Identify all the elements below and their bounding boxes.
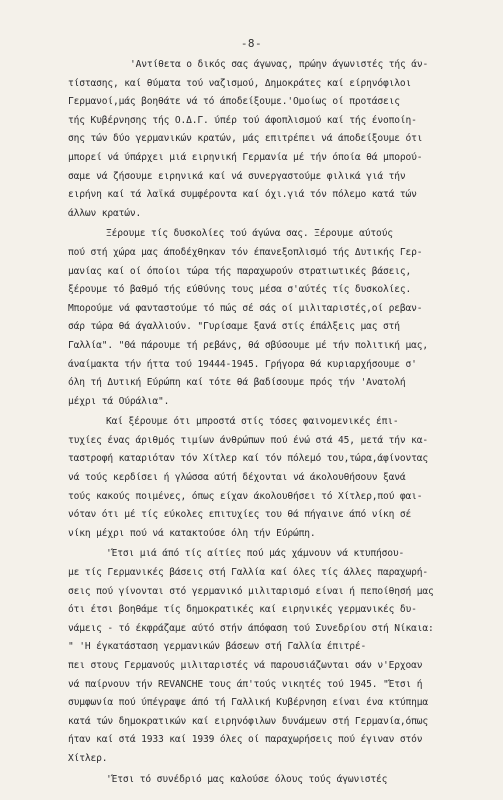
text-line: συμφωνία πού ύπέγραψε άπό τή Γαλλική Κυβέρνηση είναι ένα κτύπημα [68,697,429,709]
text-line: Γαλλία". "Θά πάρουμε τή ρεβάνς, θά σβύσουμε μέ τήν πολιτική μας, [68,339,429,351]
text-line: σεις πού γίνονται στό γερμανικό μιλιταρισμό είναι ή πεποίθησή μας [68,585,434,597]
text-line: τίστασης, καί θύματα τού ναζισμού, Δημοκράτες καί είρηνόφιλοι [68,77,412,89]
text-line: σαμε νά ζήσουμε ειρηνικά καί νά συνεργαστούμε φιλικά γιά τήν [68,170,406,182]
text-line: μανίας καί οί όποίοι τώρα τής παραχωρούν στρατιωτικές βάσεις, [68,265,412,277]
text-line: νόταν ότι μέ τίς εύκολες επιτυχίες του θά πήγαινε άπό νίκη σέ [68,509,412,521]
text-line: 'Έτσι τό συνέδριό μας καλούσε όλους τούς άγωνιστές [106,773,388,785]
text-line: όλη τή Δυτική Εύρώπη καί τότε θά βαδίσουμε πρός τήν 'Ανατολή [68,377,406,389]
text-line: νάμεις - τό έκφράζαμε αύτό στήν άπόφαση τού Συνεδρίου στή Νίκαια: [68,622,434,634]
text-line: κατά τών δημοκρατικών καί ειρηνόφιλων δυνάμεων στή Γερμανία,όπως [68,715,429,727]
text-line: νά τούς κερδίσει ή γλώσσα αύτή δέχονται νά άκολουθήσουν ξανά [68,472,406,484]
paragraph-gap [0,789,503,791]
text-line: πού στή χώρα μας άποδέχθηκαν τόν έπανεξοπλισμό τής Δυτικής Γερ- [68,246,423,258]
text-line: ειρήνη καί τά λαϊκά συμφέροντα καί όχι.γιά τόν πόλεμο κατά τών [68,189,417,201]
text-line: Μπορούμε νά φανταστούμε τό πώς σέ σάς οί μιλιταριστές,οί ρεβαν- [68,302,423,314]
text-line: 'Αντίθετα ο δικός σας άγωνας, πρώην άγωνιστές τής άν- [130,59,429,70]
text-line: με τίς Γερμανικές βάσεις στή Γαλλία καί όλες τίς άλλες παραχωρή- [68,567,429,579]
text-line: Ξέρουμε τίς δυσκολίες τού άγώνα σας. Ξέρουμε αύτούς [106,228,393,240]
text-line: ταστροφή καταριόταν τόν Χίτλερ καί τόν πόλεμό του,τώρα,άφίνοντας [68,453,429,465]
paragraph [0,413,503,543]
paragraph [0,225,503,411]
document-body [0,56,503,791]
text-line: τυχίες ένας άριθμός τιμίων άνθρώπων πού ένώ στά 45, μετά τήν κα- [68,434,429,446]
paragraph [0,771,503,790]
page-number: -8- [240,37,263,50]
text-line: Γερμανοί,μάς βοηθάτε νά τό άποδείξουμε.'Ομοίως οί προτάσεις [68,96,400,108]
text-line: 'Έτσι μιά άπό τίς αίτίες πού μάς χάμνουν νά κτυπήσου- [106,548,405,560]
text-line: άναίμακτα τήν ήττα τού 19444-1945. Γρήγορα θά κυριαρχήσουμε σ' [68,358,417,370]
text-line: Χίτλερ. [68,752,108,764]
text-line: μπορεί νά ύπάρχει μιά ειρηνική Γερμανία μέ τήν όποία θά μπορού- [68,151,423,163]
text-line: νίκη μέχρι πού νά κατακτούσε όλη τήν Εύρώπη. [68,527,316,539]
text-line: μέχρι τά Ούράλια". [68,395,170,407]
text-line: τούς κακούς ποιμένες, όπως είχαν άκολουθήσει τό Χίτλερ,πού φαι- [68,490,423,502]
text-line: ήταν καί στά 1933 καί 1939 όλες οί παραχωρήσεις πού έγιναν στόν [68,734,423,746]
text-line: ότι έτσι βοηθάμε τίς δημοκρατικές καί ειρηνικές γερμανικές δυ- [68,604,417,616]
paragraph [0,545,503,768]
text-line: σάρ τώρα θά άγαλλιούν. "Γυρίσαμε ξανά στίς έπάλξεις μας στή [68,321,400,333]
text-line: νά παίρνουν τήν REVANCHE τους άπ'τούς νικητές τού 1945. "Έτσι ή [68,678,423,690]
text-line: πει στους Γερμανούς μιλιταριστές νά παρουσιάζωνται σάν ν'Ερχοαν [68,660,423,671]
text-line: ξέρουμε τό βαθμό τής εύθύνης τους μέσα σ'αύτές τίς δυσκολίες. [68,284,412,296]
text-line: σης τών δύο γερμανικών κρατών, μάς επιτρέπει νά άποδείξουμε ότι [68,133,423,145]
text-line: Καί ξέρουμε ότι μπροστά στίς τόσες φαινομενικές έπι- [106,416,399,428]
text-line: " 'Η έγκατάσταση γερμανικών βάσεων στή Γαλλία έπιτρέ- [68,641,367,653]
text-line: άλλων κρατών. [68,207,142,219]
paragraph [0,56,503,223]
text-line: τής Κυβέρνησης τής Ο.Δ.Γ. ύπέρ τού άφοπλισμού καί τής ένοποίη- [68,114,417,126]
